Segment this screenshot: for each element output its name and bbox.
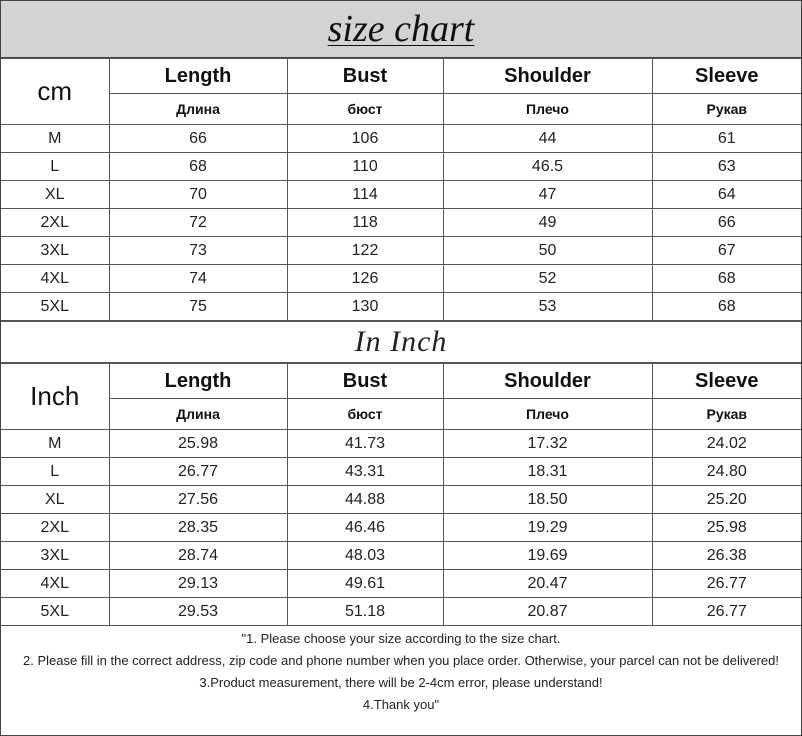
measurement-cell: 25.98 [109, 430, 287, 458]
table-row [1, 237, 801, 265]
measurement-cell: 29.53 [109, 598, 287, 626]
size-label: 2XL [1, 514, 109, 542]
measurement-cell: 67 [652, 237, 801, 265]
measurement-cell: 118 [287, 209, 443, 237]
inch-header-ru-shoulder: Плечо [443, 399, 652, 430]
inch-header-bust: Bust [287, 364, 443, 399]
table-row [1, 570, 801, 598]
inch-header-length: Length [109, 364, 287, 399]
size-label: 5XL [1, 293, 109, 321]
table-row [1, 458, 801, 486]
measurement-cell: 28.35 [109, 514, 287, 542]
size-label: 5XL [1, 598, 109, 626]
size-label: XL [1, 181, 109, 209]
measurement-cell: 50 [443, 237, 652, 265]
size-label: 4XL [1, 570, 109, 598]
measurement-cell: 19.29 [443, 514, 652, 542]
measurement-cell: 25.20 [652, 486, 801, 514]
measurement-cell: 28.74 [109, 542, 287, 570]
measurement-cell: 74 [109, 265, 287, 293]
cm-header-bust: Bust [287, 59, 443, 94]
measurement-cell: 43.31 [287, 458, 443, 486]
cm-header-shoulder: Shoulder [443, 59, 652, 94]
measurement-cell: 44.88 [287, 486, 443, 514]
chart-title: size chart [327, 8, 475, 50]
measurement-cell: 114 [287, 181, 443, 209]
inch-section-title: In Inch [1, 322, 801, 363]
measurement-cell: 110 [287, 153, 443, 181]
inch-unit-label: Inch [1, 364, 109, 430]
measurement-cell: 122 [287, 237, 443, 265]
measurement-cell: 51.18 [287, 598, 443, 626]
measurement-cell: 47 [443, 181, 652, 209]
measurement-cell: 68 [109, 153, 287, 181]
size-label: 2XL [1, 209, 109, 237]
inch-header-ru-sleeve: Рукав [652, 399, 801, 430]
size-label: M [1, 430, 109, 458]
inch-header-sleeve: Sleeve [652, 364, 801, 399]
measurement-cell: 17.32 [443, 430, 652, 458]
cm-header-ru-bust: бюст [287, 94, 443, 125]
measurement-cell: 130 [287, 293, 443, 321]
measurement-cell: 68 [652, 293, 801, 321]
note-2: 2. Please fill in the correct address, zip code and phone number when you place order. Otherwise, your parcel can not be delivered! [23, 653, 779, 668]
measurement-cell: 70 [109, 181, 287, 209]
measurement-cell: 48.03 [287, 542, 443, 570]
inch-header-shoulder: Shoulder [443, 364, 652, 399]
size-label: 3XL [1, 542, 109, 570]
measurement-cell: 53 [443, 293, 652, 321]
measurement-cell: 20.87 [443, 598, 652, 626]
cm-table [1, 58, 801, 321]
measurement-cell: 20.47 [443, 570, 652, 598]
table-row [1, 209, 801, 237]
cm-unit-label: cm [1, 59, 109, 125]
measurement-cell: 24.02 [652, 430, 801, 458]
size-label: 3XL [1, 237, 109, 265]
measurement-cell: 64 [652, 181, 801, 209]
size-label: L [1, 458, 109, 486]
table-row [1, 265, 801, 293]
table-row [1, 125, 801, 153]
measurement-cell: 126 [287, 265, 443, 293]
measurement-cell: 41.73 [287, 430, 443, 458]
cm-header-length: Length [109, 59, 287, 94]
measurement-cell: 106 [287, 125, 443, 153]
table-row [1, 293, 801, 321]
measurement-cell: 27.56 [109, 486, 287, 514]
measurement-cell: 26.77 [652, 570, 801, 598]
measurement-cell: 19.69 [443, 542, 652, 570]
measurement-cell: 29.13 [109, 570, 287, 598]
measurement-cell: 44 [443, 125, 652, 153]
measurement-cell: 52 [443, 265, 652, 293]
table-row [1, 486, 801, 514]
table-row [1, 598, 801, 626]
size-label: M [1, 125, 109, 153]
table-row [1, 542, 801, 570]
table-row [1, 430, 801, 458]
measurement-cell: 49.61 [287, 570, 443, 598]
inch-title-table [1, 321, 801, 363]
measurement-cell: 18.31 [443, 458, 652, 486]
measurement-cell: 46.5 [443, 153, 652, 181]
notes-section [1, 626, 801, 718]
measurement-cell: 73 [109, 237, 287, 265]
note-4: 4.Thank you" [362, 697, 440, 712]
size-label: XL [1, 486, 109, 514]
inch-table [1, 363, 801, 626]
measurement-cell: 72 [109, 209, 287, 237]
measurement-cell: 66 [109, 125, 287, 153]
measurement-cell: 26.77 [652, 598, 801, 626]
size-label: 4XL [1, 265, 109, 293]
note-3: 3.Product measurement, there will be 2-4cm error, please understand! [199, 675, 603, 690]
inch-header-ru-bust: бюст [287, 399, 443, 430]
measurement-cell: 63 [652, 153, 801, 181]
measurement-cell: 25.98 [652, 514, 801, 542]
measurement-cell: 26.77 [109, 458, 287, 486]
note-1: "1. Please choose your size according to the size chart. [241, 631, 561, 646]
table-row [1, 153, 801, 181]
title-bar [1, 1, 801, 58]
measurement-cell: 26.38 [652, 542, 801, 570]
cm-header-ru-shoulder: Плечо [443, 94, 652, 125]
cm-header-sleeve: Sleeve [652, 59, 801, 94]
measurement-cell: 68 [652, 265, 801, 293]
table-row [1, 181, 801, 209]
measurement-cell: 46.46 [287, 514, 443, 542]
measurement-cell: 49 [443, 209, 652, 237]
size-label: L [1, 153, 109, 181]
measurement-cell: 24.80 [652, 458, 801, 486]
table-row [1, 514, 801, 542]
inch-header-ru-length: Длина [109, 399, 287, 430]
measurement-cell: 66 [652, 209, 801, 237]
measurement-cell: 61 [652, 125, 801, 153]
cm-header-ru-sleeve: Рукав [652, 94, 801, 125]
measurement-cell: 18.50 [443, 486, 652, 514]
cm-header-ru-length: Длина [109, 94, 287, 125]
measurement-cell: 75 [109, 293, 287, 321]
